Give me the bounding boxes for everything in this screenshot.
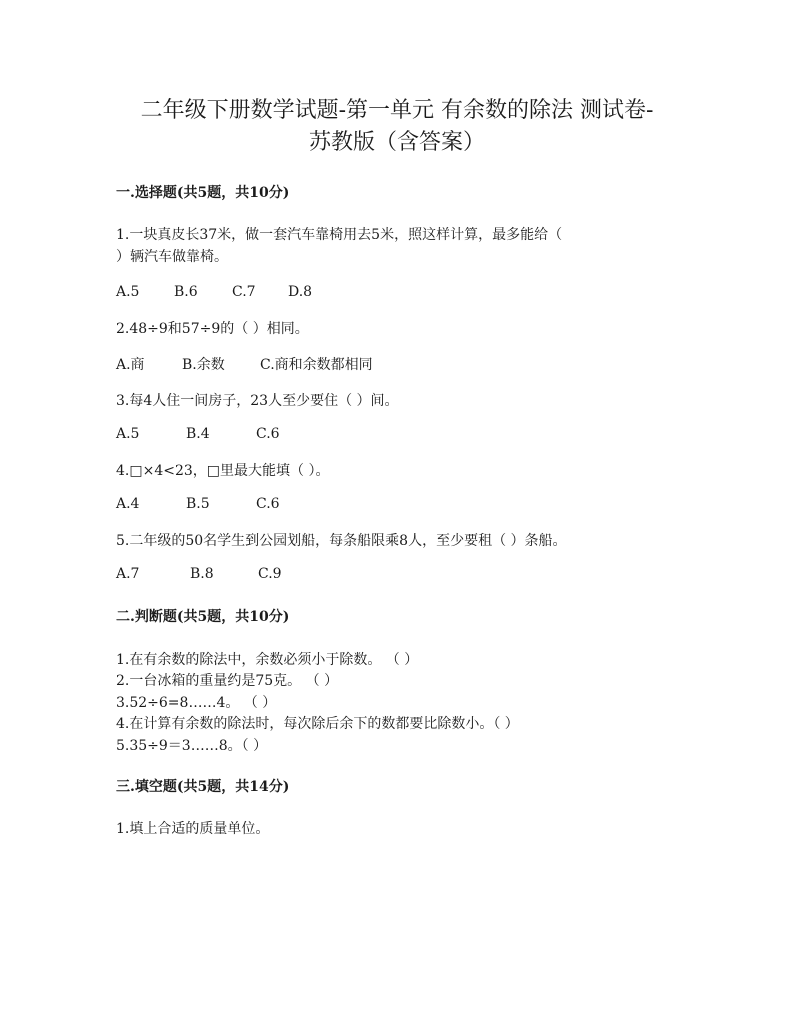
option: A.商	[116, 357, 145, 373]
option: A.5	[116, 426, 140, 442]
title-line-1: 二年级下册数学试题-第一单元 有余数的除法 测试卷-	[140, 98, 654, 123]
judge-q3: 3.52÷6=8……4。 （ ）	[116, 695, 277, 711]
choice-q4-stem: 4.□×4<23，□里最大能填（ ）。	[116, 463, 330, 479]
option: C.商和余数都相同	[260, 357, 373, 373]
option: B.余数	[182, 357, 225, 373]
option: A.4	[116, 496, 140, 512]
option: C.6	[256, 496, 280, 512]
judge-q1: 1.在有余数的除法中，余数必须小于除数。 （ ）	[116, 652, 419, 668]
choice-q1-stem-line2: ）辆汽车做靠椅。	[116, 249, 228, 265]
option: A.7	[116, 566, 140, 582]
judge-q2: 2.一台冰箱的重量约是75克。 （ ）	[116, 673, 339, 689]
option: C.9	[258, 566, 282, 582]
option: B.6	[174, 284, 198, 300]
choice-q2-stem: 2.48÷9和57÷9的（ ）相同。	[116, 321, 309, 337]
judge-q5: 5.35÷9＝3……8。（ ）	[116, 738, 268, 754]
fill-q1: 1.填上合适的质量单位。	[116, 821, 270, 837]
option: D.8	[288, 284, 313, 300]
judge-q4: 4.在计算有余数的除法时，每次除后余下的数都要比除数小。（ ）	[116, 716, 519, 732]
option: B.4	[186, 426, 210, 442]
choice-q1-stem-line1: 1.一块真皮长37米，做一套汽车靠椅用去5米，照这样计算，最多能给（	[116, 227, 563, 243]
option: B.8	[190, 566, 214, 582]
section-heading-judge: 二.判断题(共5题，共10分)	[116, 609, 290, 625]
section-heading-fill: 三.填空题(共5题，共14分)	[116, 779, 290, 795]
title-line-2: 苏教版（含答案）	[308, 130, 485, 155]
option: A.5	[116, 284, 140, 300]
option: C.7	[232, 284, 256, 300]
option: B.5	[186, 496, 210, 512]
choice-q5-stem: 5.二年级的50名学生到公园划船，每条船限乘8人，至少要租（ ）条船。	[116, 533, 567, 549]
section-heading-choice: 一.选择题(共5题，共10分)	[116, 185, 290, 201]
choice-q3-stem: 3.每4人住一间房子，23人至少要住（ ）间。	[116, 393, 399, 409]
option: C.6	[256, 426, 280, 442]
